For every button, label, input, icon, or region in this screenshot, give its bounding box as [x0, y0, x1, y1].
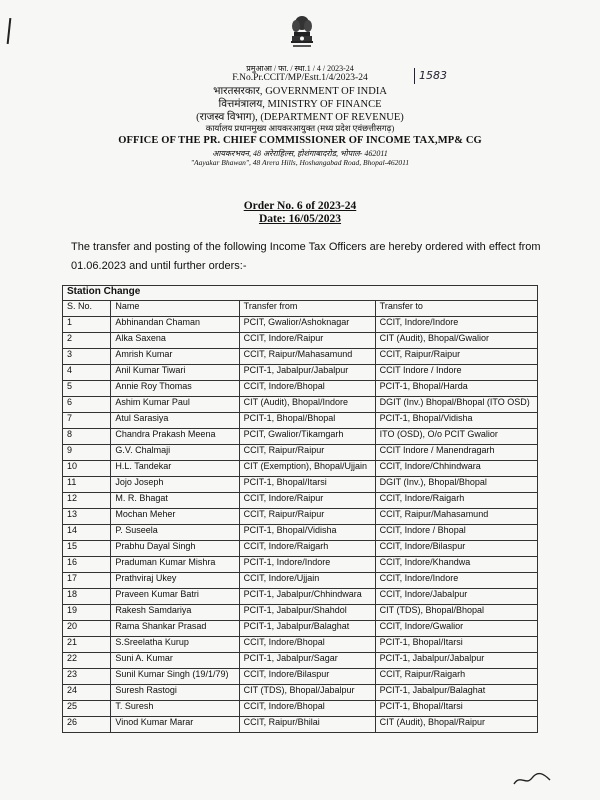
cell-transfer-to: PCIT-1, Bhopal/Harda: [375, 381, 537, 397]
cell-transfer-to: DGIT (Inv.), Bhopal/Bhopal: [375, 477, 537, 493]
cell-name: P. Suseela: [111, 525, 239, 541]
cell-sno: 23: [63, 669, 111, 685]
cell-transfer-from: PCIT, Gwalior/Ashoknagar: [239, 317, 375, 333]
table-row: [63, 365, 538, 381]
cell-sno: 20: [63, 621, 111, 637]
file-ref-hindi: प्रमुआआ / फा. / स्था.1 / 4 / 2023-24: [246, 64, 354, 73]
cell-sno: 6: [63, 397, 111, 413]
cell-name: Alka Saxena: [111, 333, 239, 349]
cell-transfer-to: PCIT-1, Bhopal/Itarsi: [375, 637, 537, 653]
cell-sno: 3: [63, 349, 111, 365]
cell-transfer-to: CCIT, Raipur/Raipur: [375, 349, 537, 365]
cell-transfer-from: CCIT, Raipur/Raipur: [239, 445, 375, 461]
cell-name: Suni A. Kumar: [111, 653, 239, 669]
cell-transfer-to: CCIT, Indore/Raigarh: [375, 493, 537, 509]
table-row: [63, 477, 538, 493]
cell-transfer-from: PCIT-1, Jabalpur/Shahdol: [239, 605, 375, 621]
table-row: [63, 557, 538, 573]
cell-sno: 17: [63, 573, 111, 589]
cell-sno: 22: [63, 653, 111, 669]
col-header-from: Transfer from: [239, 301, 375, 317]
cell-name: Atul Sarasiya: [111, 413, 239, 429]
transfer-table: [62, 285, 538, 733]
cell-transfer-to: CCIT, Indore/Indore: [375, 573, 537, 589]
cell-sno: 10: [63, 461, 111, 477]
office-title: OFFICE OF THE PR. CHIEF COMMISSIONER OF INCOME TAX,MP& CG: [118, 135, 482, 146]
govt-title: GOVERNMENT OF INDIA: [265, 86, 387, 97]
cell-transfer-from: PCIT-1, Jabalpur/Sagar: [239, 653, 375, 669]
cell-sno: 12: [63, 493, 111, 509]
table-row: [63, 317, 538, 333]
cell-sno: 19: [63, 605, 111, 621]
cell-sno: 8: [63, 429, 111, 445]
cell-transfer-from: PCIT-1, Jabalpur/Balaghat: [239, 621, 375, 637]
cell-sno: 25: [63, 701, 111, 717]
table-title: Station Change: [63, 286, 538, 301]
col-header-sno: S. No.: [63, 301, 111, 317]
table-row: [63, 701, 538, 717]
table-row: [63, 621, 538, 637]
table-row: [63, 349, 538, 365]
cell-transfer-from: CCIT, Indore/Ujjain: [239, 573, 375, 589]
cell-transfer-to: CCIT, Raipur/Raigarh: [375, 669, 537, 685]
cell-transfer-from: CCIT, Indore/Bilaspur: [239, 669, 375, 685]
cell-name: Prabhu Dayal Singh: [111, 541, 239, 557]
body-text-line-1: The transfer and posting of the following Income Tax Officers are hereby ordered with effect from: [71, 241, 541, 253]
dept-hindi: (राजस्व विभाग),: [196, 112, 258, 123]
cell-transfer-from: CCIT, Raipur/Raipur: [239, 509, 375, 525]
cell-transfer-from: PCIT-1, Bhopal/Itarsi: [239, 477, 375, 493]
cell-name: Suresh Rastogi: [111, 685, 239, 701]
cell-sno: 26: [63, 717, 111, 733]
table-row: [63, 669, 538, 685]
table-row: [63, 509, 538, 525]
order-number: Order No. 6 of 2023-24: [243, 200, 357, 212]
cell-transfer-to: PCIT-1, Jabalpur/Balaghat: [375, 685, 537, 701]
cell-transfer-from: CCIT, Indore/Bhopal: [239, 381, 375, 397]
cell-transfer-from: CCIT, Indore/Raipur: [239, 493, 375, 509]
cell-transfer-from: CCIT, Indore/Raigarh: [239, 541, 375, 557]
cell-transfer-from: PCIT-1, Jabalpur/Jabalpur: [239, 365, 375, 381]
cell-transfer-to: CCIT, Indore / Bhopal: [375, 525, 537, 541]
ministry-hindi: वित्तमंत्रालय,: [218, 99, 265, 110]
cell-name: T. Suresh: [111, 701, 239, 717]
order-date: Date: 16/05/2023: [258, 213, 342, 225]
cell-name: Chandra Prakash Meena: [111, 429, 239, 445]
cell-transfer-to: PCIT-1, Bhopal/Itarsi: [375, 701, 537, 717]
cell-name: Praduman Kumar Mishra: [111, 557, 239, 573]
table-row: [63, 573, 538, 589]
cell-sno: 7: [63, 413, 111, 429]
cell-transfer-from: CCIT, Indore/Raipur: [239, 333, 375, 349]
cell-transfer-from: PCIT-1, Jabalpur/Chhindwara: [239, 589, 375, 605]
col-header-name: Name: [111, 301, 239, 317]
cell-transfer-from: CCIT, Indore/Bhopal: [239, 701, 375, 717]
dept-title: (DEPARTMENT OF REVENUE): [260, 112, 404, 123]
cell-name: Praveen Kumar Batri: [111, 589, 239, 605]
cell-transfer-from: CCIT, Raipur/Mahasamund: [239, 349, 375, 365]
cell-transfer-to: CCIT Indore / Manendragarh: [375, 445, 537, 461]
cell-transfer-to: CIT (Audit), Bhopal/Raipur: [375, 717, 537, 733]
signature-mark-icon: [512, 770, 552, 788]
cell-sno: 21: [63, 637, 111, 653]
cell-name: Ashim Kumar Paul: [111, 397, 239, 413]
cell-sno: 14: [63, 525, 111, 541]
cell-name: Sunil Kumar Singh (19/1/79): [111, 669, 239, 685]
cell-sno: 18: [63, 589, 111, 605]
office-hindi: कार्यालय प्रधानमुख्य आयकरआयुक्त (मध्य प्रदेश एवंछत्तीसगढ़): [205, 123, 395, 133]
cell-transfer-from: CIT (TDS), Bhopal/Jabalpur: [239, 685, 375, 701]
table-row: [63, 445, 538, 461]
cell-name: Anil Kumar Tiwari: [111, 365, 239, 381]
cell-transfer-to: CCIT, Indore/Khandwa: [375, 557, 537, 573]
cell-transfer-from: CIT (Exemption), Bhopal/Ujjain: [239, 461, 375, 477]
cell-transfer-to: CCIT Indore / Indore: [375, 365, 537, 381]
cell-name: Rakesh Samdariya: [111, 605, 239, 621]
cell-transfer-to: DGIT (Inv.) Bhopal/Bhopal (ITO OSD): [375, 397, 537, 413]
table-row: [63, 461, 538, 477]
cell-name: Abhinandan Chaman: [111, 317, 239, 333]
cell-name: M. R. Bhagat: [111, 493, 239, 509]
govt-line: [0, 84, 600, 98]
cell-sno: 11: [63, 477, 111, 493]
table-row: [63, 525, 538, 541]
table-row: [63, 685, 538, 701]
table-row: [63, 541, 538, 557]
cell-name: Prathviraj Ukey: [111, 573, 239, 589]
cell-name: Jojo Joseph: [111, 477, 239, 493]
table-row: [63, 653, 538, 669]
cell-sno: 5: [63, 381, 111, 397]
cell-transfer-to: CCIT, Raipur/Mahasamund: [375, 509, 537, 525]
cell-name: Vinod Kumar Marar: [111, 717, 239, 733]
table-row: [63, 493, 538, 509]
cell-sno: 9: [63, 445, 111, 461]
table-row: [63, 413, 538, 429]
cell-name: Amrish Kumar: [111, 349, 239, 365]
col-header-to: Transfer to: [375, 301, 537, 317]
cell-transfer-from: PCIT-1, Indore/Indore: [239, 557, 375, 573]
cell-transfer-from: PCIT-1, Bhopal/Vidisha: [239, 525, 375, 541]
table-row: [63, 381, 538, 397]
cell-transfer-from: PCIT-1, Bhopal/Bhopal: [239, 413, 375, 429]
table-row: [63, 637, 538, 653]
cell-transfer-from: CCIT, Raipur/Bhilai: [239, 717, 375, 733]
table-row: [63, 333, 538, 349]
cell-sno: 16: [63, 557, 111, 573]
cell-transfer-to: PCIT-1, Jabalpur/Jabalpur: [375, 653, 537, 669]
cell-transfer-from: CCIT, Indore/Bhopal: [239, 637, 375, 653]
cell-transfer-to: CCIT, Indore/Gwalior: [375, 621, 537, 637]
file-ref: F.No.Pr.CCIT/MP/Estt.1/4/2023-24: [232, 73, 368, 83]
cell-transfer-to: CCIT, Indore/Bilaspur: [375, 541, 537, 557]
cell-sno: 4: [63, 365, 111, 381]
address: "Aayakar Bhawan", 48 Arera Hills, Hoshangabad Road, Bhopal-462011: [190, 158, 410, 167]
cell-sno: 15: [63, 541, 111, 557]
cell-transfer-to: CCIT, Indore/Chhindwara: [375, 461, 537, 477]
body-text-line-2: 01.06.2023 and until further orders:-: [71, 260, 247, 272]
handwritten-number: 1583: [414, 68, 473, 84]
cell-transfer-to: CIT (TDS), Bhopal/Bhopal: [375, 605, 537, 621]
cell-transfer-to: CCIT, Indore/Jabalpur: [375, 589, 537, 605]
cell-sno: 2: [63, 333, 111, 349]
cell-sno: 13: [63, 509, 111, 525]
cell-name: Rama Shankar Prasad: [111, 621, 239, 637]
govt-hindi: भारतसरकार,: [213, 86, 263, 97]
cell-name: H.L. Tandekar: [111, 461, 239, 477]
cell-sno: 24: [63, 685, 111, 701]
cell-name: G.V. Chalmaji: [111, 445, 239, 461]
table-title-row: [63, 286, 538, 301]
cell-transfer-to: CCIT, Indore/Indore: [375, 317, 537, 333]
cell-transfer-to: CIT (Audit), Bhopal/Gwalior: [375, 333, 537, 349]
table-row: [63, 605, 538, 621]
table-header-row: [63, 301, 538, 317]
dept-line: [0, 110, 600, 124]
margin-pen-mark: [7, 18, 12, 44]
national-emblem-icon: [289, 14, 315, 60]
ministry-title: MINISTRY OF FINANCE: [267, 99, 382, 110]
cell-name: Mochan Meher: [111, 509, 239, 525]
cell-sno: 1: [63, 317, 111, 333]
cell-transfer-from: CIT (Audit), Bhopal/Indore: [239, 397, 375, 413]
cell-name: Annie Roy Thomas: [111, 381, 239, 397]
address-hindi: आयकरभवन, 48 अरेराहिल्स, होशंगाबादरोड, भोपाल- 462011: [212, 149, 388, 158]
cell-transfer-to: ITO (OSD), O/o PCIT Gwalior: [375, 429, 537, 445]
cell-name: S.Sreelatha Kurup: [111, 637, 239, 653]
cell-transfer-from: PCIT, Gwalior/Tikamgarh: [239, 429, 375, 445]
table-row: [63, 717, 538, 733]
ministry-line: [0, 97, 600, 111]
table-row: [63, 429, 538, 445]
cell-transfer-to: PCIT-1, Bhopal/Vidisha: [375, 413, 537, 429]
table-row: [63, 589, 538, 605]
table-row: [63, 397, 538, 413]
